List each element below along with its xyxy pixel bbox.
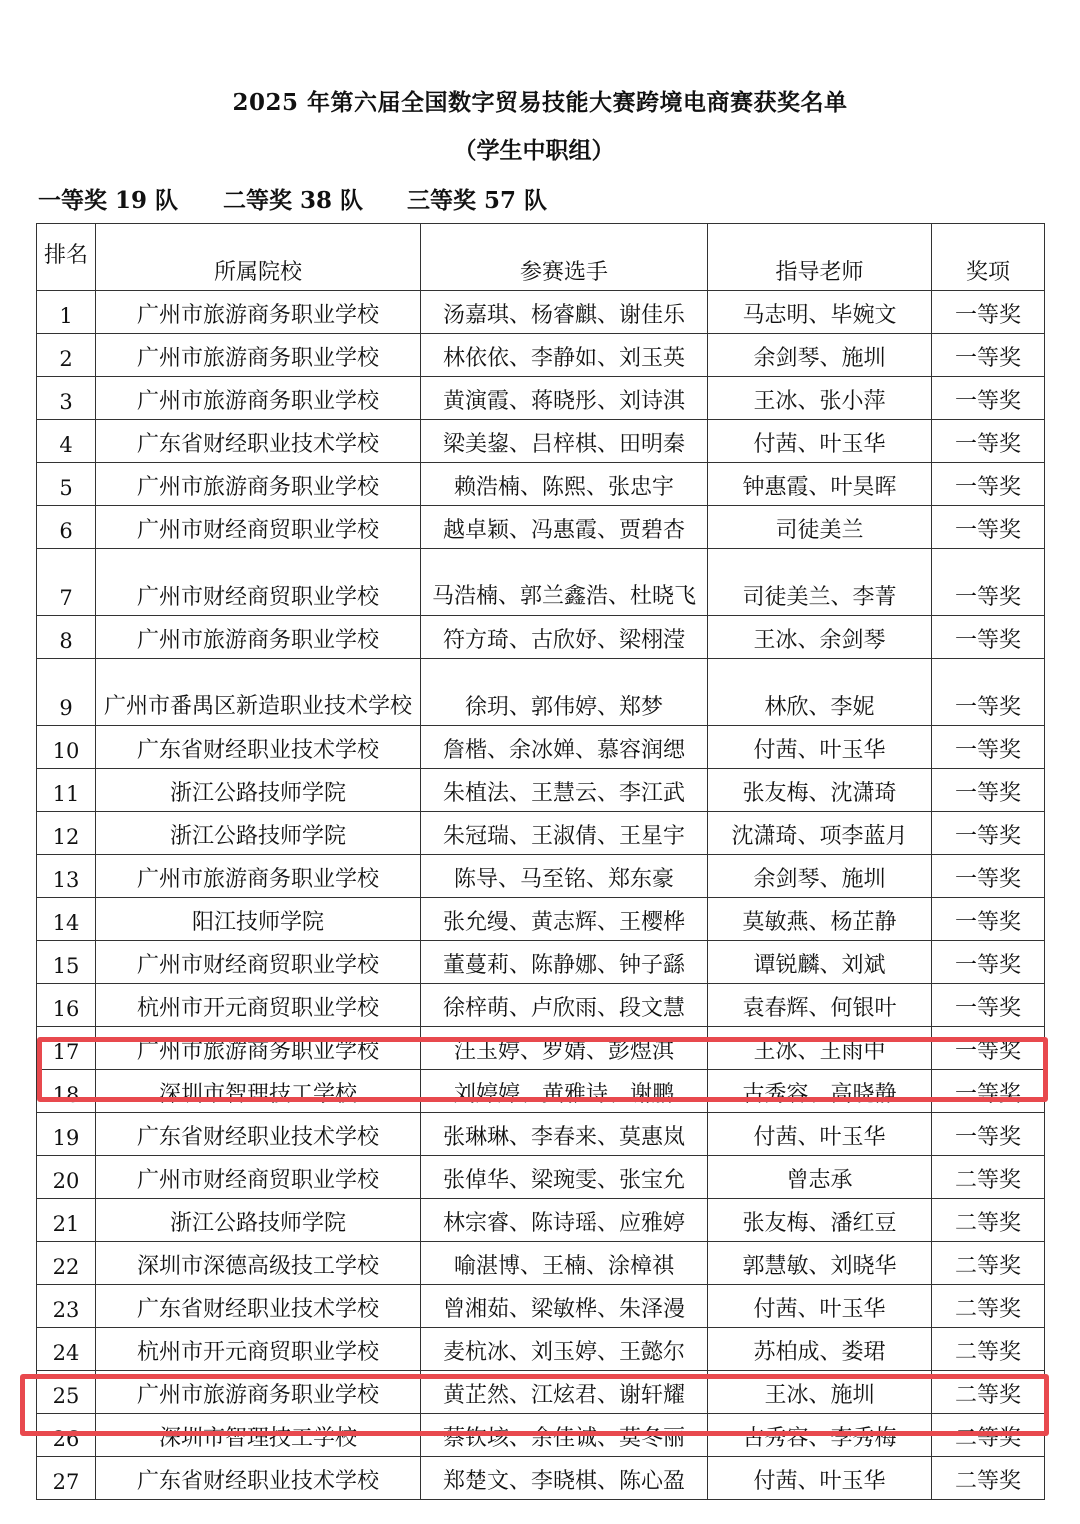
cell-school: 阳江技师学院 [96, 898, 421, 941]
cell-teachers: 付茜、叶玉华 [708, 1113, 932, 1156]
table-row [37, 726, 1045, 769]
cell-rank: 6 [37, 506, 96, 549]
award-summary [38, 182, 547, 216]
cell-teachers: 莫敏燕、杨芷静 [708, 898, 932, 941]
cell-teachers: 余剑琴、施圳 [708, 855, 932, 898]
cell-rank: 26 [37, 1414, 96, 1457]
table-header-row [37, 224, 1045, 291]
table-row [37, 1414, 1045, 1457]
cell-award: 一等奖 [932, 984, 1045, 1027]
cell-award: 一等奖 [932, 1027, 1045, 1070]
cell-teachers: 付茜、叶玉华 [708, 1285, 932, 1328]
cell-school: 广州市财经商贸职业学校 [96, 1156, 421, 1199]
cell-rank: 16 [37, 984, 96, 1027]
cell-teachers: 王冰、施圳 [708, 1371, 932, 1414]
cell-rank: 5 [37, 463, 96, 506]
header-school: 所属院校 [96, 224, 421, 291]
cell-rank: 9 [37, 659, 96, 726]
cell-award: 一等奖 [932, 769, 1045, 812]
cell-rank: 13 [37, 855, 96, 898]
header-players: 参赛选手 [421, 224, 708, 291]
cell-school: 杭州市开元商贸职业学校 [96, 984, 421, 1027]
cell-players: 林宗睿、陈诗瑶、应雅婷 [421, 1199, 708, 1242]
cell-rank: 22 [37, 1242, 96, 1285]
table-row [37, 616, 1045, 659]
cell-rank: 23 [37, 1285, 96, 1328]
cell-award: 二等奖 [932, 1457, 1045, 1500]
cell-rank: 8 [37, 616, 96, 659]
cell-players: 符方琦、古欣妤、梁栩滢 [421, 616, 708, 659]
cell-teachers: 钟惠霞、叶昊晖 [708, 463, 932, 506]
cell-players: 林依依、李静如、刘玉英 [421, 334, 708, 377]
cell-award: 一等奖 [932, 377, 1045, 420]
second-prize-count: 二等奖 38 队 [223, 187, 364, 214]
cell-school: 广州市财经商贸职业学校 [96, 506, 421, 549]
cell-rank: 27 [37, 1457, 96, 1500]
cell-award: 二等奖 [932, 1414, 1045, 1457]
table-row [37, 984, 1045, 1027]
table-row [37, 420, 1045, 463]
table-row [37, 812, 1045, 855]
cell-rank: 17 [37, 1027, 96, 1070]
cell-rank: 18 [37, 1070, 96, 1113]
cell-players: 麦杭冰、刘玉婷、王懿尔 [421, 1328, 708, 1371]
table-body [37, 291, 1045, 1500]
cell-teachers: 古秀容、李秀梅 [708, 1414, 932, 1457]
cell-award: 一等奖 [932, 616, 1045, 659]
cell-teachers: 马志明、毕婉文 [708, 291, 932, 334]
cell-teachers: 苏柏成、娄珺 [708, 1328, 932, 1371]
cell-school: 广州市旅游商务职业学校 [96, 855, 421, 898]
cell-award: 二等奖 [932, 1285, 1045, 1328]
cell-rank: 15 [37, 941, 96, 984]
table-row [37, 1027, 1045, 1070]
cell-teachers: 王冰、王雨中 [708, 1027, 932, 1070]
cell-school: 广州市旅游商务职业学校 [96, 377, 421, 420]
cell-rank: 21 [37, 1199, 96, 1242]
cell-award: 二等奖 [932, 1328, 1045, 1371]
cell-award: 一等奖 [932, 334, 1045, 377]
cell-school: 广州市旅游商务职业学校 [96, 616, 421, 659]
cell-school: 广东省财经职业技术学校 [96, 1285, 421, 1328]
cell-players: 董蔓莉、陈静娜、钟子繇 [421, 941, 708, 984]
header-rank: 排名 [37, 224, 96, 291]
cell-school: 浙江公路技师学院 [96, 1199, 421, 1242]
page-subtitle: （学生中职组） [453, 137, 615, 164]
cell-rank: 4 [37, 420, 96, 463]
cell-players: 陈导、马至铭、郑东豪 [421, 855, 708, 898]
cell-players: 朱植法、王慧云、李江武 [421, 769, 708, 812]
cell-school: 广州市财经商贸职业学校 [96, 941, 421, 984]
cell-award: 二等奖 [932, 1242, 1045, 1285]
cell-teachers: 古秀容、高晓静 [708, 1070, 932, 1113]
table-row [37, 1156, 1045, 1199]
cell-players: 朱冠瑞、王淑倩、王星宇 [421, 812, 708, 855]
cell-school: 广东省财经职业技术学校 [96, 1457, 421, 1500]
cell-players: 曾湘茹、梁敏桦、朱泽漫 [421, 1285, 708, 1328]
cell-players: 黄演霞、蒋晓彤、刘诗淇 [421, 377, 708, 420]
table-row [37, 941, 1045, 984]
cell-players: 赖浩楠、陈熙、张忠宇 [421, 463, 708, 506]
cell-players: 越卓颖、冯惠霞、贾碧杏 [421, 506, 708, 549]
table-row [37, 334, 1045, 377]
cell-players: 刘婷婷、黄雅诗、谢鹏 [421, 1070, 708, 1113]
cell-school: 广州市番禺区新造职业技术学校 [96, 659, 421, 726]
cell-school: 广东省财经职业技术学校 [96, 420, 421, 463]
cell-school: 广州市旅游商务职业学校 [96, 1027, 421, 1070]
table-row [37, 506, 1045, 549]
cell-rank: 12 [37, 812, 96, 855]
cell-award: 一等奖 [932, 1070, 1045, 1113]
cell-teachers: 司徒美兰、李菁 [708, 549, 932, 616]
cell-teachers: 王冰、张小萍 [708, 377, 932, 420]
cell-school: 广东省财经职业技术学校 [96, 1113, 421, 1156]
cell-rank: 19 [37, 1113, 96, 1156]
cell-award: 二等奖 [932, 1156, 1045, 1199]
cell-rank: 1 [37, 291, 96, 334]
table-row [37, 1457, 1045, 1500]
cell-players: 喻湛博、王楠、涂樟祺 [421, 1242, 708, 1285]
table-row [37, 1371, 1045, 1414]
cell-award: 二等奖 [932, 1371, 1045, 1414]
table-row [37, 1113, 1045, 1156]
cell-teachers: 曾志承 [708, 1156, 932, 1199]
table-row [37, 1285, 1045, 1328]
cell-players: 马浩楠、郭兰鑫浩、杜晓飞 [421, 549, 708, 616]
cell-award: 一等奖 [932, 941, 1045, 984]
cell-school: 深圳市智理技工学校 [96, 1414, 421, 1457]
cell-rank: 24 [37, 1328, 96, 1371]
cell-players: 徐玥、郭伟婷、郑梦 [421, 659, 708, 726]
cell-teachers: 沈潇琦、项李蓝月 [708, 812, 932, 855]
cell-players: 张允缦、黄志辉、王樱桦 [421, 898, 708, 941]
cell-school: 深圳市深德高级技工学校 [96, 1242, 421, 1285]
cell-players: 徐梓萌、卢欣雨、段文慧 [421, 984, 708, 1027]
page-title: 2025 年第六届全国数字贸易技能大赛跨境电商赛获奖名单 [232, 89, 848, 116]
cell-teachers: 付茜、叶玉华 [708, 420, 932, 463]
table-row [37, 1242, 1045, 1285]
cell-award: 一等奖 [932, 420, 1045, 463]
cell-award: 一等奖 [932, 463, 1045, 506]
cell-award: 一等奖 [932, 1113, 1045, 1156]
cell-rank: 14 [37, 898, 96, 941]
cell-teachers: 林欣、李妮 [708, 659, 932, 726]
cell-teachers: 张友梅、潘红豆 [708, 1199, 932, 1242]
cell-teachers: 郭慧敏、刘晓华 [708, 1242, 932, 1285]
cell-school: 广东省财经职业技术学校 [96, 726, 421, 769]
cell-rank: 10 [37, 726, 96, 769]
cell-players: 黄芷然、江炫君、谢轩耀 [421, 1371, 708, 1414]
cell-teachers: 王冰、余剑琴 [708, 616, 932, 659]
table-row [37, 1199, 1045, 1242]
cell-players: 汤嘉琪、杨睿麒、谢佳乐 [421, 291, 708, 334]
cell-award: 一等奖 [932, 898, 1045, 941]
cell-award: 一等奖 [932, 549, 1045, 616]
cell-players: 詹楷、余冰婵、慕容润缌 [421, 726, 708, 769]
cell-school: 广州市财经商贸职业学校 [96, 549, 421, 616]
header-award: 奖项 [932, 224, 1045, 291]
cell-award: 一等奖 [932, 659, 1045, 726]
cell-teachers: 袁春辉、何银叶 [708, 984, 932, 1027]
cell-teachers: 余剑琴、施圳 [708, 334, 932, 377]
table-row [37, 898, 1045, 941]
cell-rank: 11 [37, 769, 96, 812]
cell-teachers: 司徒美兰 [708, 506, 932, 549]
first-prize-count: 一等奖 19 队 [38, 187, 179, 214]
cell-players: 汪玉婷、罗婧、彭煜淇 [421, 1027, 708, 1070]
cell-players: 郑楚文、李晓棋、陈心盈 [421, 1457, 708, 1500]
awards-table [36, 223, 1045, 1500]
table-row [37, 855, 1045, 898]
cell-school: 广州市旅游商务职业学校 [96, 1371, 421, 1414]
table-row [37, 659, 1045, 726]
cell-school: 浙江公路技师学院 [96, 769, 421, 812]
cell-teachers: 张友梅、沈潇琦 [708, 769, 932, 812]
cell-school: 浙江公路技师学院 [96, 812, 421, 855]
cell-award: 一等奖 [932, 812, 1045, 855]
cell-award: 二等奖 [932, 1199, 1045, 1242]
cell-school: 杭州市开元商贸职业学校 [96, 1328, 421, 1371]
cell-players: 张倬华、梁琬雯、张宝允 [421, 1156, 708, 1199]
cell-award: 一等奖 [932, 506, 1045, 549]
cell-rank: 25 [37, 1371, 96, 1414]
cell-players: 蔡钦垓、余佳诚、莫冬丽 [421, 1414, 708, 1457]
cell-rank: 3 [37, 377, 96, 420]
cell-rank: 20 [37, 1156, 96, 1199]
header-teachers: 指导老师 [708, 224, 932, 291]
table-row [37, 1328, 1045, 1371]
cell-school: 广州市旅游商务职业学校 [96, 291, 421, 334]
table-row [37, 291, 1045, 334]
cell-award: 一等奖 [932, 291, 1045, 334]
table-row [37, 1070, 1045, 1113]
table-row [37, 463, 1045, 506]
cell-award: 一等奖 [932, 726, 1045, 769]
cell-award: 一等奖 [932, 855, 1045, 898]
table-row [37, 377, 1045, 420]
cell-teachers: 付茜、叶玉华 [708, 1457, 932, 1500]
cell-teachers: 谭锐麟、刘斌 [708, 941, 932, 984]
cell-players: 张琳琳、李春来、莫惠岚 [421, 1113, 708, 1156]
table-row [37, 769, 1045, 812]
cell-players: 梁美鋆、吕梓棋、田明秦 [421, 420, 708, 463]
cell-school: 广州市旅游商务职业学校 [96, 334, 421, 377]
cell-school: 深圳市智理技工学校 [96, 1070, 421, 1113]
cell-rank: 7 [37, 549, 96, 616]
cell-school: 广州市旅游商务职业学校 [96, 463, 421, 506]
third-prize-count: 三等奖 57 队 [407, 187, 548, 214]
cell-teachers: 付茜、叶玉华 [708, 726, 932, 769]
cell-rank: 2 [37, 334, 96, 377]
table-row [37, 549, 1045, 616]
